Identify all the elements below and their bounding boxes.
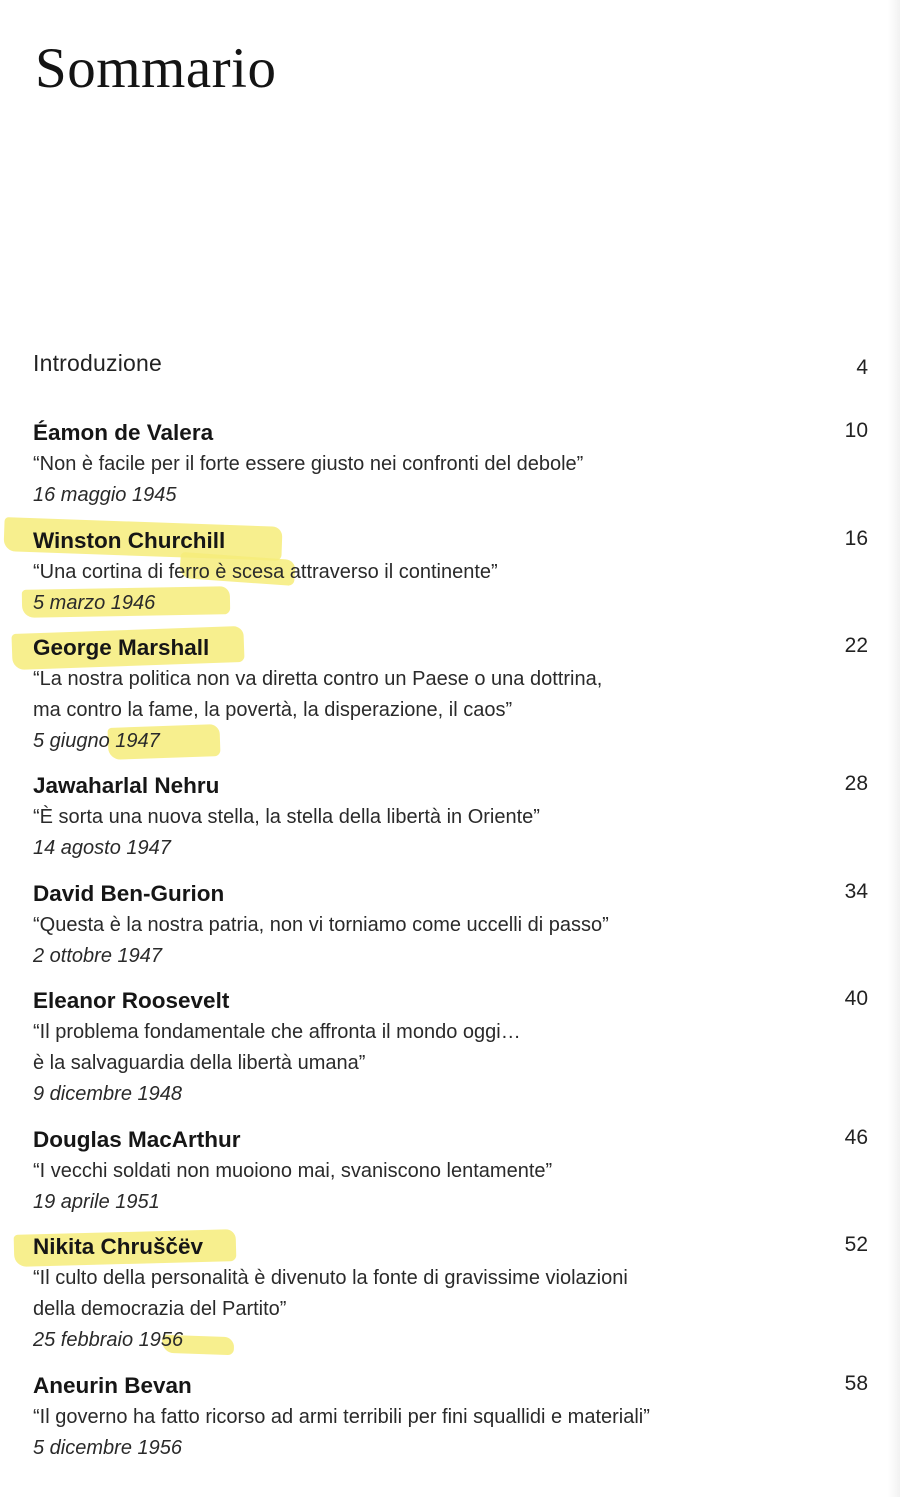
quote-line: “I vecchi soldati non muoiono mai, svaniscono lentamente” [33, 1160, 553, 1182]
quote-line: “Il culto della personalità è divenuto la fonte di gravissime violazioni [33, 1267, 628, 1289]
page-number: 10 [844, 419, 868, 442]
speaker-name: Éamon de Valera [33, 420, 214, 445]
toc-entry[interactable] [33, 1370, 868, 1463]
quote-line: “Una cortina di ferro è scesa attraverso il continente” [33, 561, 498, 583]
page-number: 34 [844, 880, 868, 903]
speaker-name: Jawaharlal Nehru [33, 773, 220, 798]
speaker-name: Aneurin Bevan [33, 1373, 192, 1398]
page-title: Sommario [35, 37, 277, 100]
speech-date: 14 agosto 1947 [33, 837, 171, 859]
page-number: 52 [844, 1233, 868, 1256]
speaker-name: Douglas MacArthur [33, 1127, 241, 1152]
quote-line: è la salvaguardia della libertà umana” [33, 1052, 366, 1074]
speaker-name: Winston Churchill [33, 528, 226, 553]
page-number: 22 [844, 634, 868, 657]
toc-entry[interactable] [33, 878, 868, 971]
toc-entry[interactable] [33, 417, 868, 510]
quote-line: “È sorta una nuova stella, la stella della libertà in Oriente” [33, 806, 540, 828]
quote-line: “Non è facile per il forte essere giusto nei confronti del debole” [33, 453, 584, 475]
toc-intro-row[interactable] [33, 350, 868, 377]
quote-line: ma contro la fame, la povertà, la disperazione, il caos” [33, 699, 513, 721]
page-number: 4 [856, 356, 868, 379]
toc-entry[interactable] [33, 632, 868, 756]
page-edge-shadow [888, 0, 900, 1497]
speech-date: 5 giugno 1947 [33, 730, 160, 752]
quote-line: “Il problema fondamentale che affronta il mondo oggi… [33, 1021, 521, 1043]
speech-date: 25 febbraio 1956 [33, 1329, 184, 1351]
quote-line: “Questa è la nostra patria, non vi torniamo come uccelli di passo” [33, 914, 609, 936]
quote-line: “Il governo ha fatto ricorso ad armi terribili per fini squallidi e materiali” [33, 1406, 650, 1428]
speaker-name: David Ben-Gurion [33, 881, 225, 906]
page-number: 16 [844, 527, 868, 550]
speech-date: 9 dicembre 1948 [33, 1083, 182, 1105]
toc-entry[interactable] [33, 1231, 868, 1355]
toc-entry[interactable] [33, 770, 868, 863]
toc-entry[interactable] [33, 985, 868, 1109]
speaker-name: Eleanor Roosevelt [33, 988, 230, 1013]
toc-intro-label: Introduzione [33, 350, 162, 376]
toc-entry[interactable] [33, 525, 868, 618]
speaker-name: Nikita Chruščëv [33, 1234, 204, 1259]
page-number: 40 [844, 987, 868, 1010]
speaker-name: George Marshall [33, 635, 210, 660]
speech-date: 5 dicembre 1956 [33, 1437, 182, 1459]
page-number: 46 [844, 1126, 868, 1149]
page-number: 58 [844, 1372, 868, 1395]
quote-line: “La nostra politica non va diretta contro un Paese o una dottrina, [33, 668, 603, 690]
speech-date: 19 aprile 1951 [33, 1191, 160, 1213]
toc-entry[interactable] [33, 1124, 868, 1217]
speech-date: 5 marzo 1946 [33, 592, 156, 614]
speech-date: 16 maggio 1945 [33, 484, 177, 506]
speech-date: 2 ottobre 1947 [33, 945, 162, 967]
quote-line: della democrazia del Partito” [33, 1298, 287, 1320]
page-number: 28 [844, 772, 868, 795]
